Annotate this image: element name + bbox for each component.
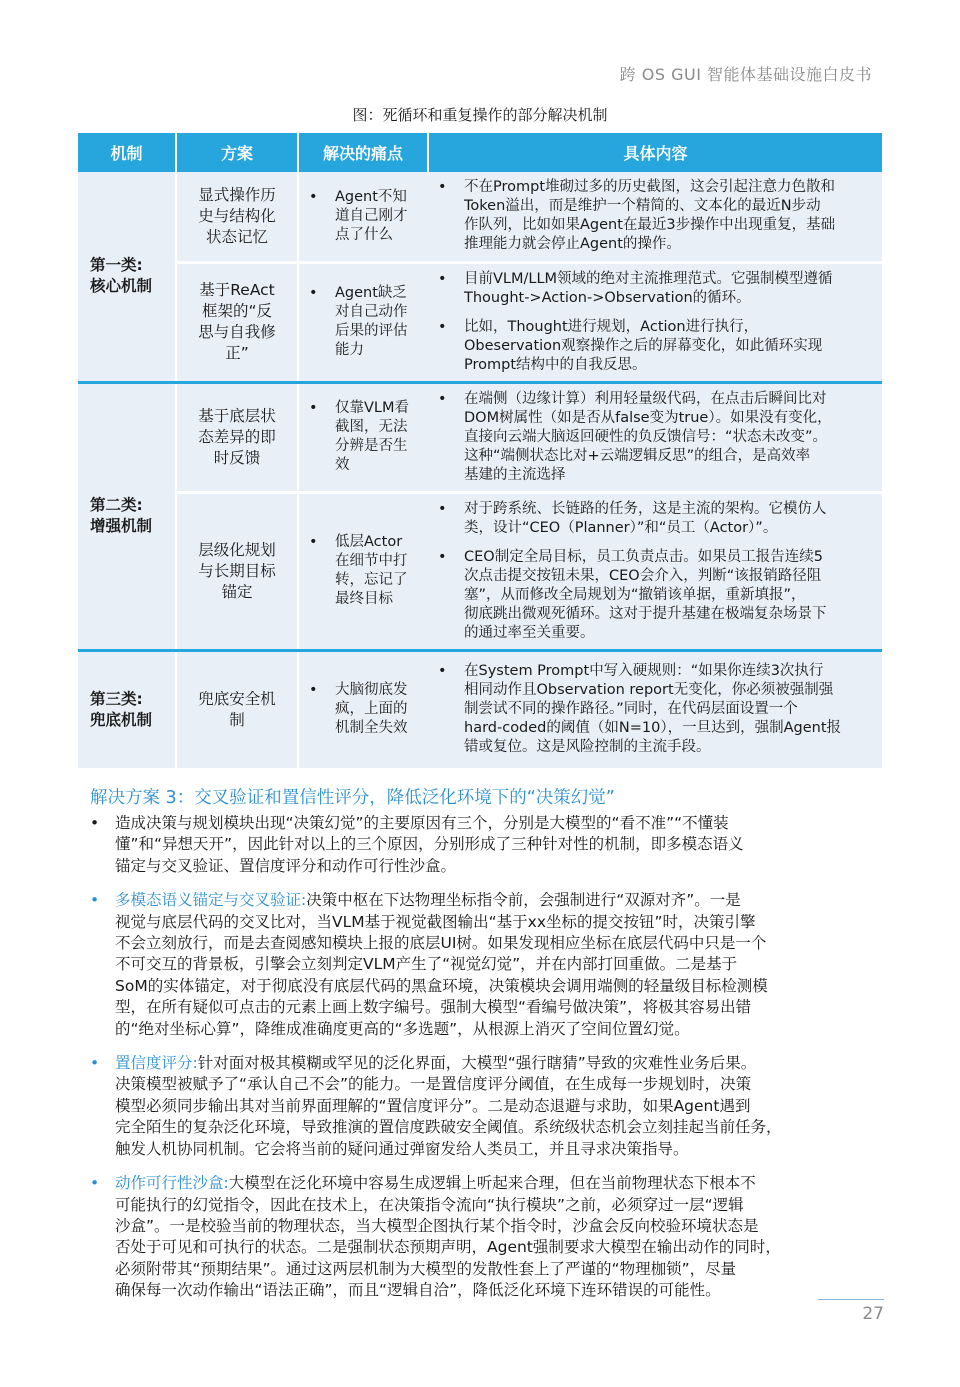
detail-line: 直接向云端大脑返回硬性的负反馈信号：“状态未改变”。 [464, 428, 828, 445]
bullet-icon: • [90, 891, 100, 910]
table-row [78, 382, 882, 492]
pain-line: 效 [335, 457, 350, 473]
paragraph-term: 动作可行性沙盒: [115, 1174, 229, 1193]
solution-line: 状态记忆 [205, 227, 268, 246]
pain-line: 截图，无法 [335, 419, 408, 435]
text-line: 必须附带其“预期结果”。通过这两层机制为大模型的发散性套上了严谨的“物理枷锁”，尽量 [115, 1259, 737, 1278]
column-header: 机制 [78, 133, 176, 172]
paragraph [90, 1053, 882, 1160]
solution-cell [176, 650, 298, 768]
detail-cell [428, 650, 882, 768]
category-label: 第二类: [90, 496, 143, 514]
bullet-icon: • [438, 548, 447, 565]
text-line: 锚定与交叉验证、置信度评分和动作可行性沙盒。 [115, 856, 457, 875]
solution-cell [176, 172, 298, 262]
text-line: 的“绝对坐标心算”，降维成准确度更高的“多选题”，从根源上消灭了空间位置幻觉。 [115, 1019, 690, 1038]
pain-line: Agent缺乏 [335, 285, 407, 301]
section-title: 解决方案 3：交叉验证和置信性评分，降低泛化环境下的“决策幻觉” [90, 788, 615, 808]
bullet-icon: • [309, 534, 318, 550]
detail-line: 推理能力就会停止Agent的操作。 [464, 236, 681, 253]
detail-line: CEO制定全局目标，员工负责点击。如果员工报告连续5 [464, 548, 823, 565]
detail-line: 不在Prompt堆砌过多的历史截图，这会引起注意力色散和 [464, 179, 836, 196]
bullet-icon: • [438, 663, 447, 680]
table-row [78, 492, 882, 650]
detail-line: 作队列，比如如果Agent在最近3步操作中出现重复，基础 [464, 217, 836, 234]
text-line: 否处于可见和可执行的状态。二是强制状态预期声明，Agent强制要求大模型在输出动作的同时， [115, 1238, 781, 1257]
solution-line: 与长期目标 [198, 561, 276, 580]
category-label: 增强机制 [90, 517, 153, 535]
solution-cell [176, 382, 298, 492]
solution-line: 时反馈 [213, 448, 261, 467]
detail-line: 对于跨系统、长链路的任务，这是主流的架构。它模仿人 [464, 500, 827, 517]
bullet-icon: • [90, 1054, 100, 1073]
solution-line: 兜底安全机 [198, 689, 276, 708]
bullet-icon: • [309, 682, 318, 699]
solution-cell [176, 262, 298, 382]
pain-line: Agent不知 [335, 188, 407, 205]
detail-line: 错或复位。这是风险控制的主流手段。 [464, 739, 711, 756]
document-header: 跨 OS GUI 智能体基础设施白皮书 [619, 65, 872, 84]
solution-line: 制 [229, 710, 245, 729]
detail-line: 类，设计“CEO（Planner）”和“员工（Actor）”。 [464, 519, 778, 536]
pain-point-cell [298, 492, 428, 650]
text-line: 不可交互的背景板，引擎会立刻判定VLM产生了“视觉幻觉”，并在内部打回重做。二是基于 [115, 955, 738, 974]
text-line: 不会立刻放行，而是去查阅感知模块上报的底层UI树。如果发现相应坐标在底层代码中只是一个 [115, 934, 767, 953]
pain-line: 能力 [335, 342, 364, 358]
pain-line: 对自己动作 [335, 304, 408, 320]
column-header: 具体内容 [428, 133, 882, 172]
figure-caption: 图：死循环和重复操作的部分解决机制 [352, 106, 608, 124]
detail-line: 基建的主流选择 [464, 466, 566, 483]
table-header-row [78, 133, 882, 172]
column-header: 解决的痛点 [298, 133, 428, 172]
solution-line: 思与自我修 [198, 323, 276, 341]
solution-line: 显式操作历 [198, 185, 276, 204]
pain-line: 机制全失效 [335, 720, 408, 737]
detail-line: 的通过率至关重要。 [464, 624, 595, 641]
detail-cell [428, 492, 882, 650]
detail-cell [428, 172, 882, 262]
text-line: 模型必须同步输出其对当前界面理解的“置信度评分”。二是动态退避与求助，如果Agent遇到 [115, 1096, 751, 1115]
pain-line: 转，忘记了 [335, 572, 408, 588]
pain-line: 后果的评估 [335, 323, 408, 339]
solution-line: 基于ReAct [199, 281, 275, 299]
solution-cell [176, 492, 298, 650]
bullet-icon: • [438, 318, 447, 335]
column-header: 方案 [176, 133, 298, 172]
pain-line: 分辨是否生 [335, 438, 408, 454]
detail-cell [428, 382, 882, 492]
detail-line: 制尝试不同的操作路径。”同时，在代码层面设置一个 [464, 701, 798, 718]
bullet-icon: • [438, 390, 447, 407]
category-label: 核心机制 [90, 277, 153, 296]
bullet-icon: • [309, 285, 318, 301]
detail-line: DOM树属性（如是否从false变为true）。如果没有变化， [464, 409, 832, 426]
pain-point-cell [298, 650, 428, 768]
solution-line: 锚定 [221, 582, 253, 601]
text-line: 完全陌生的复杂泛化环境，导致推演的置信度跌破安全阈值。系统级状态机会立刻挂起当前任务， [115, 1118, 782, 1137]
pain-line: 在细节中打 [335, 553, 408, 569]
category-cell [78, 382, 176, 650]
text-line: 决策中枢在下达物理坐标指令前，会强制进行“双源对齐”。一是 [306, 891, 741, 910]
pain-point-cell [298, 172, 428, 262]
category-label: 第一类: [90, 256, 143, 275]
detail-line: 塞”，从而修改全局规划为“撤销该单据，重新填报”， [464, 586, 806, 603]
pain-line: 道自己刚才 [335, 207, 408, 224]
solution-line: 基于底层状 [198, 406, 276, 425]
footer-divider [818, 1299, 884, 1300]
detail-line: 这种“端侧状态比对+云端逻辑反思”的组合，是高效率 [464, 447, 811, 464]
text-line: 视觉与底层代码的交叉比对，当VLM基于视觉截图输出“基于xx坐标的提交按钮”时，决策引擎 [115, 912, 756, 931]
detail-line: 目前VLM/LLM领域的绝对主流推理范式。它强制模型遵循 [464, 270, 833, 287]
pain-line: 点了什么 [335, 226, 393, 243]
detail-line: 相同动作且Observation report无变化，你必须被强制强 [464, 682, 834, 699]
detail-line: hard-coded的阈值（如N=10），一旦达到，强制Agent报 [464, 720, 842, 737]
category-label: 兜底机制 [90, 710, 153, 729]
text-line: 沙盒”。一是校验当前的物理状态，当大模型企图执行某个指令时，沙盒会反向校验环境状态是 [115, 1216, 759, 1235]
bullet-icon: • [90, 1174, 100, 1193]
detail-line: Token溢出，而是维护一个精简的、文本化的最近N步动 [464, 198, 821, 215]
pain-line: 大脑彻底发 [335, 682, 408, 699]
bullet-icon: • [438, 500, 447, 517]
bullet-icon: • [438, 270, 447, 287]
category-cell [78, 650, 176, 768]
detail-line: 次点击提交按钮未果，CEO会介入，判断“该报销路径阻 [464, 567, 822, 584]
detail-line: Obeservation观察操作之后的屏幕变化，如此循环实现 [464, 337, 823, 354]
text-line: 造成决策与规划模块出现“决策幻觉”的主要原因有三个，分别是大模型的“看不准”“不懂装 [115, 814, 729, 832]
bullet-icon: • [309, 400, 318, 416]
solution-line: 正” [225, 344, 249, 362]
detail-line: 彻底跳出微观死循环。这对于提升基建在极端复杂场景下 [464, 605, 827, 622]
table-row [78, 650, 882, 768]
paragraph-term: 置信度评分: [115, 1054, 198, 1073]
detail-line: 在System Prompt中写入硬规则：“如果你连续3次执行 [464, 663, 824, 680]
bullet-icon: • [309, 188, 318, 205]
text-line: 懂”和“异想天开”，因此针对以上的三个原因，分别形成了三种针对性的机制，即多模态语义 [115, 835, 744, 854]
detail-line: 在端侧（边缘计算）利用轻量级代码，在点击后瞬间比对 [464, 390, 827, 407]
category-label: 第三类: [90, 689, 143, 708]
pain-point-cell [298, 262, 428, 382]
table-row [78, 172, 882, 262]
solution-line: 层级化规划 [198, 540, 276, 559]
solution-line: 史与结构化 [198, 206, 276, 225]
detail-cell [428, 262, 882, 382]
text-line: 大模型在泛化环境中容易生成逻辑上听起来合理，但在当前物理状态下根本不 [228, 1174, 756, 1193]
pain-point-cell [298, 382, 428, 492]
text-line: 确保每一次动作输出“语法正确”，而且“逻辑自洽”，降低泛化环境下连环错误的可能性。 [115, 1281, 721, 1300]
text-line: 决策模型被赋予了“承认自己不会”的能力。一是置信度评分阈值，在生成每一步规划时，决策 [115, 1075, 752, 1094]
text-line: 型，在所有疑似可点击的元素上画上数字编号。强制大模型“看编号做决策”，将极其容易出错 [115, 998, 752, 1017]
detail-line: Prompt结构中的自我反思。 [464, 356, 647, 373]
text-line: 可能执行的幻觉指令，因此在技术上，在决策指令流向“执行模块”之前，必须穿过一层“逻辑 [115, 1195, 744, 1214]
pain-line: 低层Actor [335, 534, 403, 550]
pain-line: 疯，上面的 [335, 701, 408, 718]
text-line: SoM的实体锚定，对于彻底没有底层代码的黑盒环境，决策模块会调用端侧的轻量级目标检测模 [115, 976, 768, 995]
mechanism-table [78, 133, 882, 768]
paragraph-term: 多模态语义锚定与交叉验证: [115, 891, 307, 910]
text-line: 针对面对极其模糊或罕见的泛化界面，大模型“强行瞎猜”导致的灾难性业务后果。 [197, 1054, 757, 1073]
bullet-icon: • [90, 814, 100, 832]
paragraph [90, 1173, 882, 1301]
table-row [78, 262, 882, 382]
detail-line: 比如，Thought进行规划，Action进行执行， [464, 318, 759, 335]
pain-line: 仅靠VLM看 [335, 400, 410, 416]
paragraph [90, 890, 882, 1040]
solution-line: 框架的“反 [201, 302, 273, 320]
solution-line: 态差异的即 [198, 427, 276, 446]
page-number: 27 [862, 1304, 884, 1324]
section-body [90, 813, 882, 1315]
text-line: 触发人机协同机制。它会将当前的疑问通过弹窗发给人类员工，并且寻求决策指导。 [115, 1139, 689, 1158]
detail-line: Thought->Action->Observation的循环。 [464, 289, 751, 306]
bullet-icon: • [438, 179, 447, 196]
category-cell [78, 172, 176, 382]
paragraph [90, 813, 882, 877]
pain-line: 最终目标 [335, 591, 393, 607]
